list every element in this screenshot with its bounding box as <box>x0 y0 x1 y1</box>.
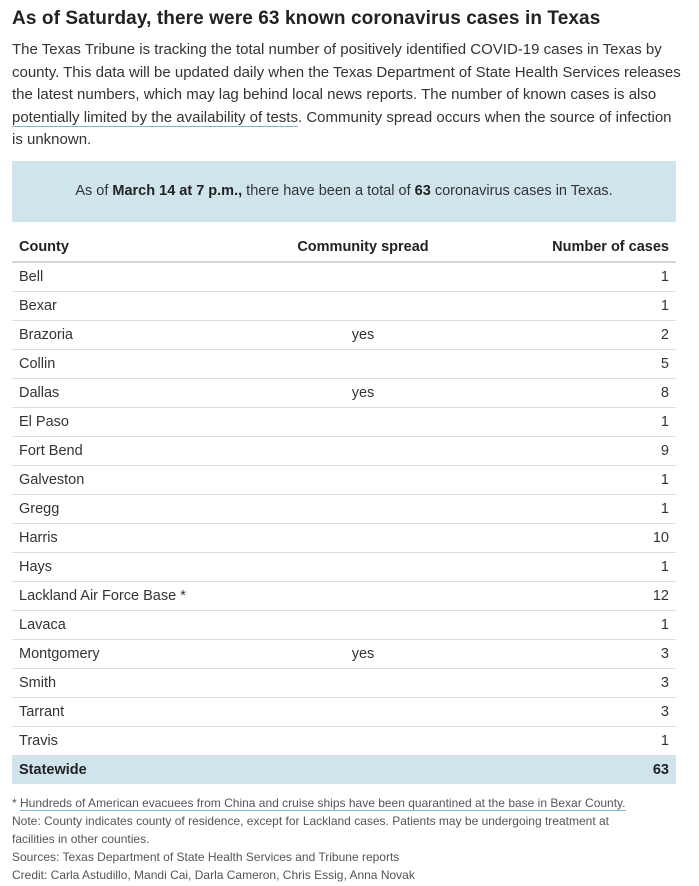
table-row <box>12 610 676 639</box>
spread-cell <box>276 494 450 523</box>
county-cell: Bell <box>12 262 276 292</box>
county-column-header: County <box>12 233 276 262</box>
sources-line: Sources: Texas Department of State Health Services and Tribune reports <box>12 849 400 864</box>
cases-cell: 10 <box>450 523 676 552</box>
spread-cell: yes <box>276 639 450 668</box>
cases-cell: 1 <box>450 291 676 320</box>
county-cell: Galveston <box>12 465 276 494</box>
statewide-cases: 63 <box>450 755 676 784</box>
cases-cell: 3 <box>450 668 676 697</box>
cases-cell: 1 <box>450 465 676 494</box>
statewide-total-row <box>12 755 676 784</box>
table-row <box>12 494 676 523</box>
summary-total: 63 <box>414 183 431 199</box>
county-cell: Lackland Air Force Base * <box>12 581 276 610</box>
county-cell: Collin <box>12 349 276 378</box>
spread-cell <box>276 291 450 320</box>
cases-table <box>12 233 676 784</box>
spread-cell <box>276 465 450 494</box>
summary-suffix: coronavirus cases in Texas. <box>430 183 613 199</box>
table-row <box>12 320 676 349</box>
spread-cell <box>276 552 450 581</box>
spread-cell <box>276 349 450 378</box>
summary-date: March 14 at 7 p.m., <box>112 183 243 199</box>
county-note: Note: County indicates county of residence, except for Lackland cases. Patients may be undergoing treatment at facilities in other counties. <box>12 813 610 846</box>
county-cell: Montgomery <box>12 639 276 668</box>
county-cell: Tarrant <box>12 697 276 726</box>
spread-cell: yes <box>276 320 450 349</box>
statewide-label: Statewide <box>12 755 276 784</box>
cases-cell: 1 <box>450 407 676 436</box>
spread-cell <box>276 726 450 755</box>
cases-cell: 1 <box>450 610 676 639</box>
intro-text-start: The Texas Tribune is tracking the total number of positively identified COVID-19 cases in Texas by county. This data will be updated daily when the Texas Department of State Health Services releases the latest numbers, which may lag behind local news reports. The number of known cases is also <box>12 41 681 103</box>
county-cell: Dallas <box>12 378 276 407</box>
table-row <box>12 465 676 494</box>
summary-text <box>75 183 612 199</box>
spread-cell <box>276 668 450 697</box>
table-row <box>12 697 676 726</box>
summary-middle: there have been a total of <box>242 183 415 199</box>
footnote <box>12 794 652 812</box>
county-cell: Gregg <box>12 494 276 523</box>
cases-cell: 5 <box>450 349 676 378</box>
table-row <box>12 552 676 581</box>
summary-banner <box>12 161 676 222</box>
intro-paragraph <box>12 39 682 152</box>
cases-column-header: Number of cases <box>450 233 676 262</box>
cases-cell: 8 <box>450 378 676 407</box>
table-row <box>12 349 676 378</box>
county-cell: Harris <box>12 523 276 552</box>
table-body <box>12 262 676 784</box>
county-cell: El Paso <box>12 407 276 436</box>
quarantine-footnote-link[interactable]: Hundreds of American evacuees from China and cruise ships have been quarantined at the base in Bexar County. <box>20 795 626 810</box>
spread-cell <box>276 436 450 465</box>
spread-cell <box>276 581 450 610</box>
spread-cell <box>276 407 450 436</box>
county-cell: Bexar <box>12 291 276 320</box>
table-row <box>12 407 676 436</box>
summary-prefix: As of <box>75 183 113 199</box>
spread-cell <box>276 262 450 292</box>
table-row <box>12 436 676 465</box>
footnote-mark: * <box>12 795 21 810</box>
table-row <box>12 523 676 552</box>
table-row <box>12 581 676 610</box>
county-cell: Brazoria <box>12 320 276 349</box>
spread-column-header: Community spread <box>276 233 450 262</box>
county-cell: Hays <box>12 552 276 581</box>
cases-cell: 9 <box>450 436 676 465</box>
county-cell: Lavaca <box>12 610 276 639</box>
spread-cell <box>276 523 450 552</box>
county-cell: Fort Bend <box>12 436 276 465</box>
table-header-row <box>12 233 676 262</box>
county-cell: Smith <box>12 668 276 697</box>
notes-section <box>12 794 652 884</box>
table-row <box>12 262 676 292</box>
headline: As of Saturday, there were 63 known coronavirus cases in Texas <box>12 8 601 29</box>
credit-line: Credit: Carla Astudillo, Mandi Cai, Darla Cameron, Chris Essig, Anna Novak <box>12 867 415 882</box>
cases-cell: 1 <box>450 552 676 581</box>
cases-cell: 3 <box>450 639 676 668</box>
testing-availability-link[interactable]: potentially limited by the availability of tests <box>12 108 298 126</box>
cases-cell: 1 <box>450 262 676 292</box>
spread-cell <box>276 697 450 726</box>
spread-cell: yes <box>276 378 450 407</box>
spread-cell <box>276 610 450 639</box>
table-row <box>12 378 676 407</box>
cases-cell: 1 <box>450 726 676 755</box>
cases-cell: 2 <box>450 320 676 349</box>
statewide-spread-cell <box>276 755 450 784</box>
table-row <box>12 291 676 320</box>
table-row <box>12 639 676 668</box>
table-row <box>12 668 676 697</box>
intro-text-end: . Community spread occurs when the source of infection is unknown. <box>12 108 672 148</box>
cases-cell: 1 <box>450 494 676 523</box>
county-cell: Travis <box>12 726 276 755</box>
cases-cell: 12 <box>450 581 676 610</box>
table-row <box>12 726 676 755</box>
cases-cell: 3 <box>450 697 676 726</box>
